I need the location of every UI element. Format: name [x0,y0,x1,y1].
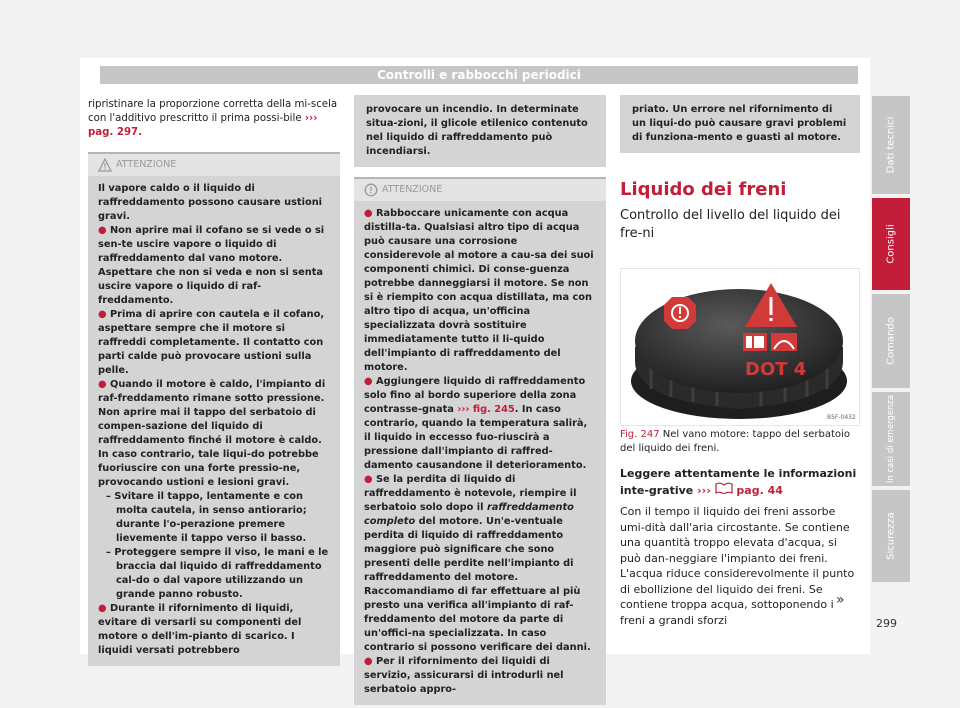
page-number: 299 [876,617,897,630]
manual-book-icon [715,482,733,494]
dot4-label: DOT 4 [745,359,807,380]
body-text [620,466,860,628]
continued-warning: provocare un incendio. In determinate situa-zioni, il glicole etilenico contenuto nel liquido di raffreddamento può incendiarsi. [354,95,606,167]
read-instruction: Leggere attentamente le informazioni inte-grative ››› pag. 44 [620,467,857,497]
warning-icon [98,158,112,172]
warning-body [88,176,340,666]
tab-dati-tecnici[interactable]: Dati tecnici [872,96,910,194]
warning-header [354,179,606,201]
warning-subitem: – Svitare il tappo, lentamente e con molta cautela, in senso antiorario; durante l'o-perazione premere lievemente il tappo verso il basso. [106,491,307,544]
page-ref-link[interactable]: pag. 44 [736,483,783,497]
warning-item: ● Per il rifornimento dei liquidi di servizio, assicurarsi di introdurli nel serbatoio appro- [364,656,564,695]
intro-text: ripristinare la proporzione corretta della mi-scela con l'additivo prescritto il prima possi-bile ››› pag. 297. [88,99,338,138]
tab-sicurezza[interactable]: Sicurezza [872,490,910,582]
brake-fluid-cap-figure [620,268,860,426]
page-ref-link[interactable]: ››› pag. 297. [88,113,318,138]
warning-icon [364,183,378,197]
column-3 [620,95,860,243]
column-1 [88,98,340,666]
brake-cap-image [621,269,859,425]
tab-emergenza[interactable]: In casi di emergenza [872,392,910,486]
column-2 [354,95,606,705]
tab-comando[interactable]: Comando [872,294,910,388]
warning-box [88,152,340,666]
subsection-title: Controllo del livello del liquido dei fre-ni [620,208,841,241]
warning-item: ● Non aprire mai il cofano se si vede o si sen-te uscire vapore o liquido di raffreddamento dal vano motore. Aspettare che non si veda e non si senta uscire vapore o liquido di raf-freddamento. [98,225,325,306]
warning-body [354,201,606,705]
warning-header [88,154,340,176]
figure-caption: Fig. 247 Nel vano motore: tappo del serbatoio del liquido dei freni. [620,429,850,454]
warning-subitem: – Proteggere sempre il viso, le mani e le braccia dal liquido di raffreddamento cal-do o dal vapore utilizzando un grande panno robusto. [106,547,329,600]
read-link[interactable]: ››› [697,483,711,497]
figure-label: Fig. 247 [620,429,660,440]
page-header: Controlli e rabbocchi periodici [100,66,858,84]
continued-warning: priato. Un errore nel rifornimento di un liqui-do può causare gravi problemi di funziona-mento e guasti al motore. [620,95,860,153]
section-title: Liquido dei freni [620,179,787,200]
tab-consigli[interactable]: Consigli [872,198,910,290]
warning-item: ● Rabboccare unicamente con acqua distilla-ta. Qualsiasi altro tipo di acqua può causare una corrosione considerevole al motore a cau-sa dei suoi componenti chimici. Di conse-guenza potrebbe danneggiarsi il motore. Se non si è riempito con acqua distillata, ma con altro tipo di acqua, un'officina specializzata dovrà sostituire immediatamente tutto il li-quido dell'impianto di raffreddamento del motore. [364,208,594,373]
warning-item: ● Quando il motore è caldo, l'impianto di raf-freddamento rimane sotto pressione. Non aprire mai il tappo del serbatoio di compen-sazione del liquido di raffreddamento finché il motore è caldo. In caso contrario, tale liqui-do potrebbe fuoriuscire con una forte pressio-ne, provocando ustioni e lesioni gravi. [98,379,326,488]
body-paragraph: Con il tempo il liquido dei freni assorbe umi-dità dall'aria circostante. Se contiene una quantità troppo elevata d'acqua, si può dan-neggiare l'impianto dei freni. L'acqua riduce considerevolmente il punto di ebollizione del liquido dei freni. Se contiene troppa acqua, sottoponendo i freni a grandi sforzi [620,505,855,627]
warning-label: ATTENZIONE [382,184,443,195]
warning-item: ● Durante il rifornimento di liquidi, evitare di versarli su componenti del motore o dell'im-pianto di scarico. I liquidi versati potrebbero [98,603,302,656]
warning-item: ● Prima di aprire con cautela e il cofano, aspettare sempre che il motore si raffreddi completamente. Il contatto con parti calde può provocare ustioni sulla pelle. [98,309,325,376]
warning-label: ATTENZIONE [116,159,177,170]
warning-item: ● Se la perdita di liquido di raffreddamento è notevole, riempire il serbatoio solo dopo il raffreddamento completo del motore. Un'e-ventuale perdita di liquido di raffreddamento maggiore può significare che sono presenti delle perdite nell'impianto di raffreddamento del motore. Raccomandiamo di far effettuare al più presto una verifica all'impianto di raf-freddamento del motore da parte di un'offici-na specializzata. In caso contrario si possono verificare dei danni. [364,474,591,653]
warning-item: ● Aggiungere liquido di raffreddamento solo fino al bordo superiore della zona contrasse-gnata ››› fig. 245. In caso contrario, quando la temperatura salirà, il liquido in eccesso fuo-riuscirà a pressione dall'impianto di raffred-damento causandone il deterioramento. [364,376,588,471]
figure-ref-link[interactable]: ››› fig. 245 [457,404,515,415]
image-code: B5F-0432 [827,414,856,421]
continue-marker: » [836,592,845,608]
warning-box [354,177,606,705]
warning-intro: Il vapore caldo o il liquido di raffreddamento possono causare ustioni gravi. [98,183,323,222]
